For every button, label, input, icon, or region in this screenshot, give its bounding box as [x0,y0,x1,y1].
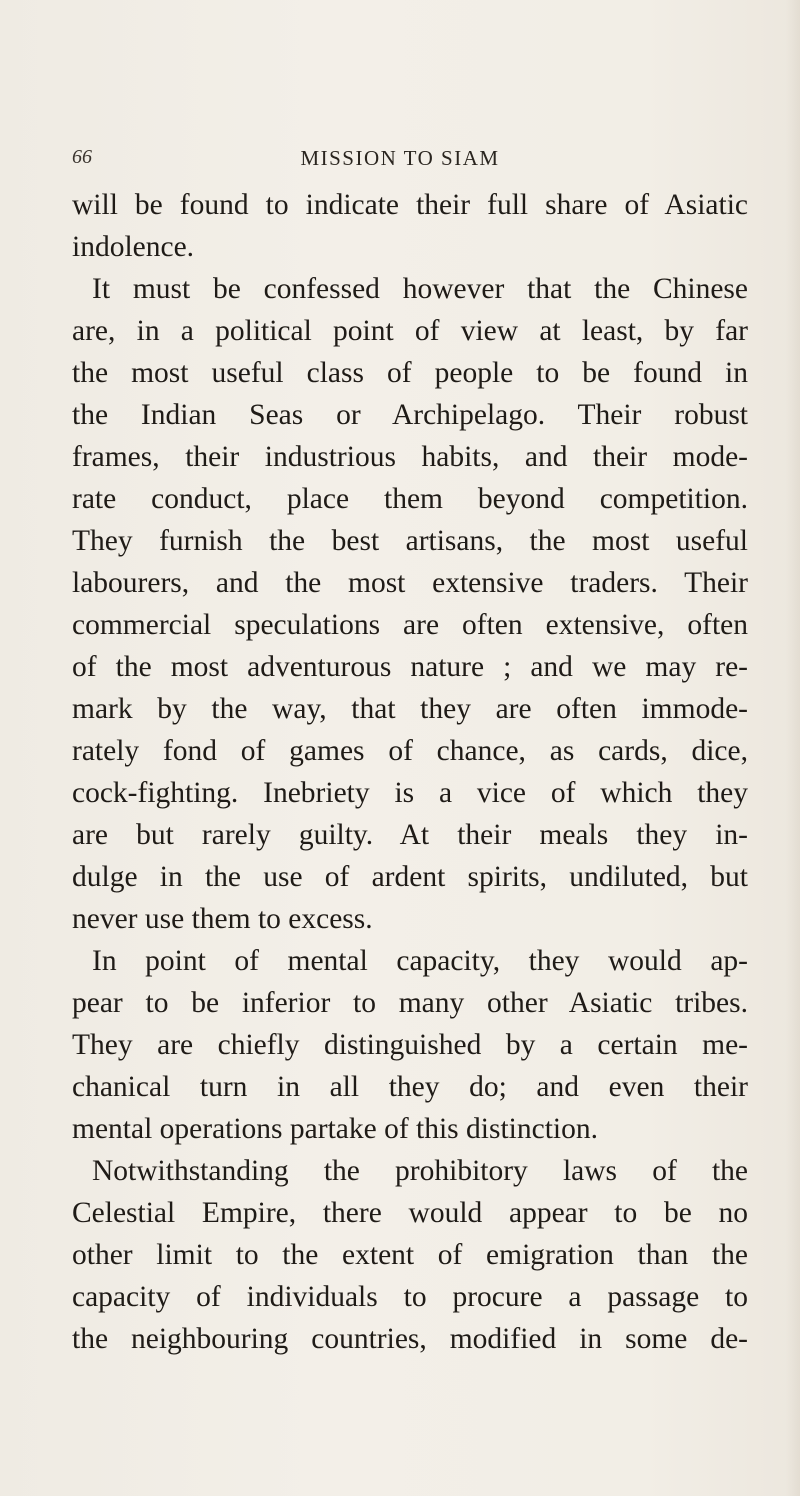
page-edge-shadow [786,0,800,1496]
page-header [0,146,800,178]
text-line: rate conduct, place them beyond competition. [72,483,748,515]
text-line: other limit to the extent of emigration than the [72,1239,748,1271]
text-line: will be found to indicate their full share of Asiatic [72,189,748,221]
text-line: the most useful class of people to be found in [72,357,748,389]
text-line: commercial speculations are often extensive, often [72,609,748,641]
text-line: cock-fighting. Inebriety is a vice of which they [72,777,748,809]
text-line: the neighbouring countries, modified in some de- [72,1323,748,1355]
text-line: chanical turn in all they do; and even their [72,1071,748,1103]
text-line: They furnish the best artisans, the most useful [72,525,748,557]
text-line: pear to be inferior to many other Asiatic tribes. [72,987,748,1019]
text-line: the Indian Seas or Archipelago. Their robust [72,399,748,431]
text-line: are but rarely guilty. At their meals they in- [72,819,748,851]
text-line: labourers, and the most extensive traders. Their [72,567,748,599]
text-line: Celestial Empire, there would appear to be no [72,1197,748,1229]
text-line: are, in a political point of view at least, by far [72,315,748,347]
page-number: 66 [72,146,92,168]
text-line: They are chiefly distinguished by a certain me- [72,1029,748,1061]
text-line: rately fond of games of chance, as cards, dice, [72,735,748,767]
text-line: never use them to excess. [72,903,373,935]
text-line: mark by the way, that they are often immode- [72,693,748,725]
text-line: mental operations partake of this distinction. [72,1113,598,1145]
running-head: MISSION TO SIAM [300,146,500,170]
text-line: Notwithstanding the prohibitory laws of the [92,1155,748,1187]
text-line: It must be confessed however that the Chinese [92,273,748,305]
body-text [72,184,748,1360]
text-line: In point of mental capacity, they would ap- [92,945,748,977]
text-line: capacity of individuals to procure a passage to [72,1281,748,1313]
text-line: dulge in the use of ardent spirits, undiluted, but [72,861,748,893]
text-line: frames, their industrious habits, and their mode- [72,441,748,473]
text-line: of the most adventurous nature ; and we may re- [72,651,748,683]
text-line: indolence. [72,231,195,263]
